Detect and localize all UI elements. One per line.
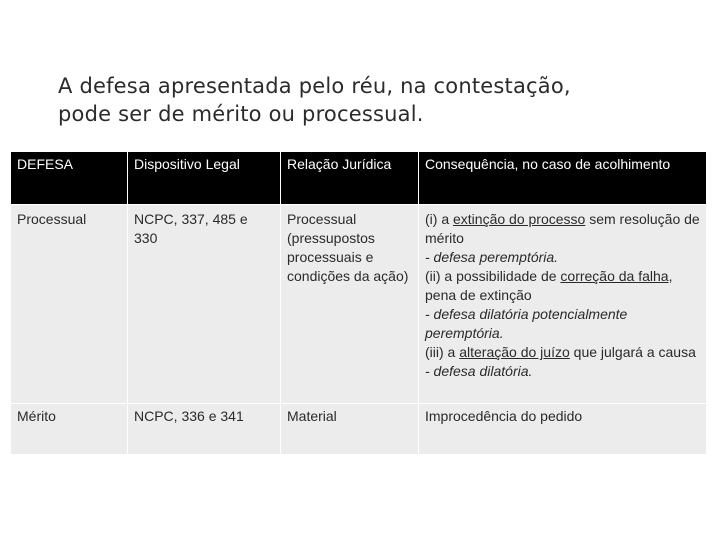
title-line-2: pode ser de mérito ou processual. xyxy=(58,102,424,126)
table-row xyxy=(11,404,707,455)
table-header-row xyxy=(11,152,707,205)
consequence-item-2 xyxy=(425,267,700,305)
text: (ii) a possibilidade de xyxy=(425,268,561,284)
slide-title xyxy=(58,72,658,128)
cell-relacao: Material xyxy=(281,404,419,455)
header-relacao-juridica: Relação Jurídica xyxy=(281,152,419,205)
table-row xyxy=(11,205,707,404)
defense-table xyxy=(10,151,707,455)
consequence-item-1 xyxy=(425,211,700,246)
consequence-item-3 xyxy=(425,343,700,362)
text: (iii) a xyxy=(425,344,460,360)
underlined-term: alteração do juízo xyxy=(459,344,570,360)
cell-dispositivo: NCPC, 337, 485 e 330 xyxy=(128,205,281,404)
text: que julgará a causa xyxy=(569,344,696,360)
cell-defesa: Mérito xyxy=(11,404,128,455)
header-consequencia: Consequência, no caso de acolhimento xyxy=(419,152,707,205)
text: sem resolução de mérito xyxy=(425,211,700,246)
consequence-note-2: - defesa dilatória potencialmente peremptória. xyxy=(425,306,628,341)
header-dispositivo-legal: Dispositivo Legal xyxy=(128,152,281,205)
header-defesa: DEFESA xyxy=(11,152,128,205)
underlined-term: correção da falha xyxy=(560,268,669,284)
text: , pena de extinção xyxy=(425,268,673,303)
underlined-term: extinção do processo xyxy=(453,211,586,227)
consequence-note-1: - defesa peremptória. xyxy=(425,249,559,265)
cell-consequencia xyxy=(419,205,707,404)
consequence-note-3: - defesa dilatória. xyxy=(425,363,533,379)
cell-relacao: Processual (pressupostos processuais e condições da ação) xyxy=(281,205,419,404)
text: (i) a xyxy=(425,211,453,227)
title-line-1: A defesa apresentada pelo réu, na contestação, xyxy=(58,74,571,98)
cell-dispositivo: NCPC, 336 e 341 xyxy=(128,404,281,455)
cell-consequencia: Improcedência do pedido xyxy=(419,404,707,455)
cell-defesa: Processual xyxy=(11,205,128,404)
